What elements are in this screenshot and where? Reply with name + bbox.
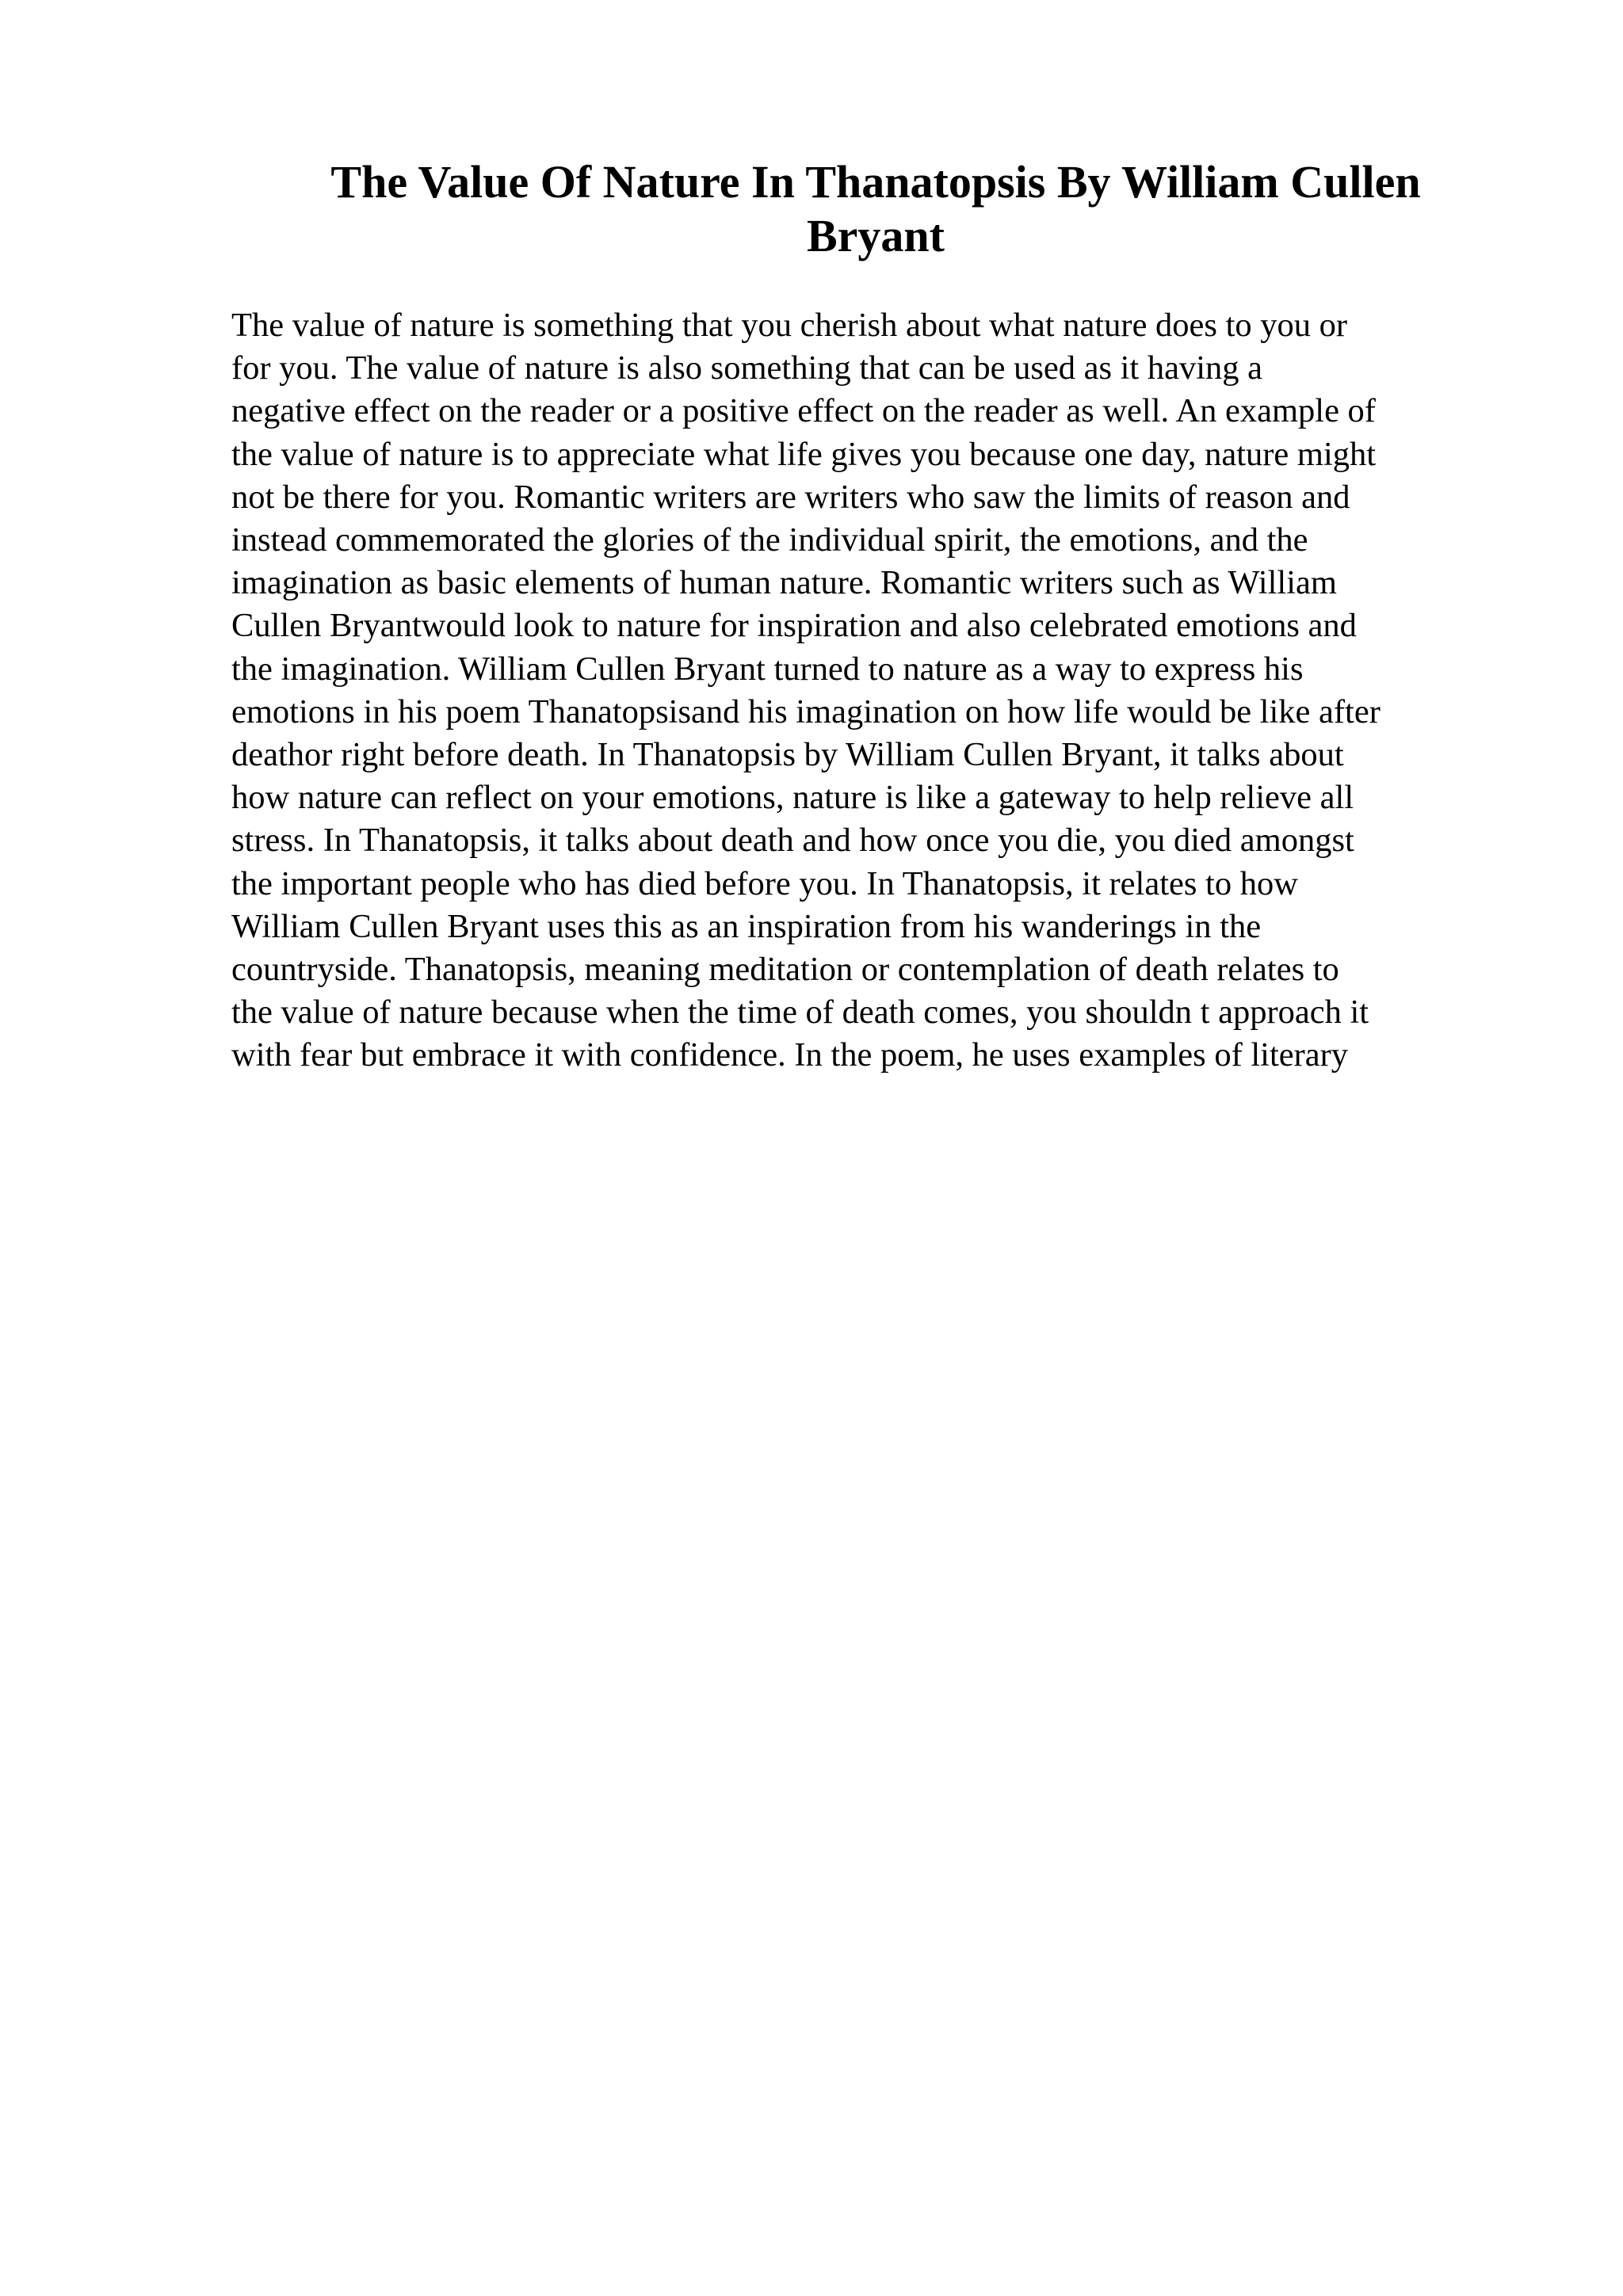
- body-line: Cullen Bryantwould look to nature for inspiration and also celebrated emotions and: [231, 607, 1357, 645]
- body-line: not be there for you. Romantic writers are writers who saw the limits of reason and: [231, 478, 1350, 516]
- body-line: emotions in his poem Thanatopsisand his imagination on how life would be like after: [231, 692, 1381, 730]
- body-line: countryside. Thanatopsis, meaning meditation or contemplation of death relates to: [231, 951, 1339, 989]
- body-line: the important people who has died before you. In Thanatopsis, it relates to how: [231, 864, 1298, 902]
- body-line: with fear but embrace it with confidence. In the poem, he uses examples of literary: [231, 1036, 1349, 1074]
- body-line: the imagination. William Cullen Bryant turned to nature as a way to express his: [231, 650, 1304, 688]
- body-line: imagination as basic elements of human nature. Romantic writers such as William: [231, 564, 1337, 602]
- body-line: stress. In Thanatopsis, it talks about death and how once you die, you died amongst: [231, 822, 1354, 860]
- document-title: [230, 155, 1522, 263]
- body-line: negative effect on the reader or a positive effect on the reader as well. An example of: [231, 392, 1376, 430]
- body-line: The value of nature is something that you cherish about what nature does to you or: [231, 307, 1348, 344]
- body-line: William Cullen Bryant uses this as an inspiration from his wanderings in the: [231, 907, 1262, 945]
- body-line: for you. The value of nature is also something that can be used as it having a: [231, 349, 1263, 387]
- body-line: the value of nature because when the time of death comes, you shouldn t approach it: [231, 994, 1369, 1032]
- document-body: [231, 304, 1507, 1077]
- body-line: the value of nature is to appreciate what life gives you because one day, nature might: [231, 435, 1377, 473]
- body-line: deathor right before death. In Thanatopsis by William Cullen Bryant, it talks about: [231, 736, 1344, 774]
- title-line: The Value Of Nature In Thanatopsis By William Cullen: [330, 156, 1421, 208]
- body-line: how nature can reflect on your emotions, nature is like a gateway to help relieve all: [231, 779, 1354, 817]
- body-line: instead commemorated the glories of the individual spirit, the emotions, and the: [231, 521, 1308, 559]
- title-line: Bryant: [807, 210, 945, 261]
